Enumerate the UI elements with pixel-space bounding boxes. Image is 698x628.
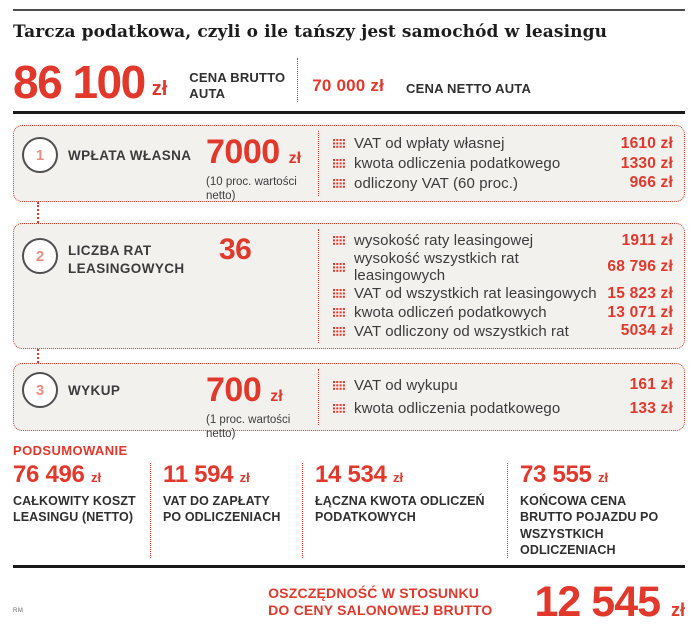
summary-item-vat-due: 11 594 zł VAT DO ZAPŁATY PO ODLICZENIACH bbox=[163, 463, 302, 558]
detail-row bbox=[333, 304, 673, 322]
detail-row-value: 5034 zł bbox=[620, 322, 673, 340]
detail-rows bbox=[333, 224, 673, 348]
summary-dotted-divider bbox=[302, 463, 303, 558]
price-header bbox=[13, 56, 685, 109]
detail-row-value: 1610 zł bbox=[620, 134, 673, 152]
step-value-block bbox=[206, 373, 301, 442]
detail-row bbox=[333, 250, 673, 284]
dot-grid-icon bbox=[333, 179, 345, 188]
detail-row bbox=[333, 232, 673, 250]
gross-price-label: CENA BRUTTO AUTA bbox=[189, 70, 286, 101]
currency-suffix: zł bbox=[670, 599, 685, 620]
detail-row bbox=[333, 155, 673, 173]
currency-suffix: zł bbox=[270, 388, 283, 405]
summary-row bbox=[13, 463, 685, 558]
top-divider bbox=[13, 9, 685, 11]
summary-item-label: KOŃCOWA CENA BRUTTO POJAZDU PO WSZYSTKICH ODLICZENIACH bbox=[520, 494, 659, 557]
detail-row bbox=[333, 174, 673, 192]
box-dotted-divider bbox=[318, 229, 319, 343]
step-value: 36 bbox=[219, 233, 252, 266]
step-value: 7000 zł bbox=[206, 133, 302, 171]
dot-grid-icon bbox=[333, 236, 345, 245]
step-number-badge: 3 bbox=[22, 372, 58, 408]
step-note: (1 proc. wartości netto) bbox=[206, 414, 291, 440]
summary-item-label: CAŁKOWITY KOSZT LEASINGU (NETTO) bbox=[13, 494, 136, 525]
detail-row-label: kwota odliczenia podatkowego bbox=[354, 155, 561, 172]
detail-row bbox=[333, 285, 673, 303]
section-buyout bbox=[13, 363, 685, 440]
detail-row-value: 1330 zł bbox=[620, 154, 673, 172]
currency-suffix: zł bbox=[597, 470, 609, 485]
detail-row-value: 161 zł bbox=[629, 376, 673, 394]
section-down-payment bbox=[13, 125, 685, 202]
detail-rows bbox=[333, 126, 673, 201]
dot-grid-icon bbox=[333, 263, 345, 272]
detail-row-label: odliczony VAT (60 proc.) bbox=[354, 174, 519, 192]
box-dotted-divider bbox=[318, 369, 319, 425]
summary-item-label: ŁĄCZNA KWOTA ODLICZEŃ PODATKOWYCH bbox=[315, 494, 485, 525]
currency-suffix: zł bbox=[239, 470, 250, 485]
detail-row-label: kwota odliczeń podatkowych bbox=[354, 304, 547, 322]
detail-row-value: 133 zł bbox=[629, 399, 673, 417]
dot-grid-icon bbox=[333, 381, 345, 390]
summary-item-total-deductions: 14 534 zł ŁĄCZNA KWOTA ODLICZEŃ PODATKOWYCH bbox=[315, 463, 507, 558]
dot-grid-icon bbox=[333, 139, 345, 148]
summary-item-label: VAT DO ZAPŁATY PO ODLICZENIACH bbox=[163, 494, 281, 525]
gross-price: 86 100 bbox=[13, 56, 145, 109]
step-connector bbox=[37, 202, 39, 223]
header-divider bbox=[13, 111, 685, 114]
step-value: 700 zł bbox=[206, 371, 283, 409]
credit-initials: RM bbox=[13, 608, 24, 614]
detail-rows bbox=[333, 364, 673, 430]
detail-row-label: wysokość wszystkich rat leasingowych bbox=[354, 250, 519, 285]
currency-suffix: zł bbox=[90, 470, 102, 485]
step-label: WYKUP bbox=[68, 383, 121, 398]
detail-row bbox=[333, 135, 673, 153]
summary-item-total-net-cost: 76 496 zł CAŁKOWITY KOSZT LEASINGU (NETTO) bbox=[13, 463, 150, 558]
section-installments bbox=[13, 223, 685, 349]
step-connector bbox=[37, 349, 39, 363]
currency-suffix: zł bbox=[392, 470, 404, 485]
step-number-badge: 2 bbox=[22, 238, 58, 274]
dot-grid-icon bbox=[333, 404, 345, 413]
net-price-label: CENA NETTO AUTA bbox=[406, 81, 532, 96]
summary-item-final-gross-price: 73 555 zł KOŃCOWA CENA BRUTTO POJAZDU PO WSZYSTKICH ODLICZENIACH bbox=[520, 463, 685, 558]
step-label: WPŁATA WŁASNA bbox=[68, 148, 192, 163]
detail-row-label: VAT od wykupu bbox=[354, 376, 458, 394]
summary-heading: PODSUMOWANIE bbox=[13, 443, 128, 458]
dot-grid-icon bbox=[333, 327, 345, 336]
savings-value: 12 545 zł bbox=[534, 577, 685, 626]
dot-grid-icon bbox=[333, 289, 345, 298]
detail-row bbox=[333, 376, 673, 394]
savings-footer bbox=[13, 576, 685, 628]
detail-row-value: 1911 zł bbox=[621, 231, 673, 249]
box-dotted-divider bbox=[318, 131, 319, 196]
step-number-badge: 1 bbox=[22, 137, 58, 173]
step-value-block bbox=[219, 235, 251, 265]
detail-row-value: 13 071 zł bbox=[607, 303, 673, 321]
dot-grid-icon bbox=[333, 159, 345, 168]
detail-row-value: 966 zł bbox=[629, 174, 673, 192]
detail-row bbox=[333, 400, 673, 418]
step-note: (10 proc. wartości netto) bbox=[206, 176, 297, 202]
gross-price-currency: zł bbox=[151, 78, 168, 100]
detail-row-value: 68 796 zł bbox=[607, 258, 673, 276]
leasing-infographic bbox=[0, 9, 698, 626]
detail-row bbox=[333, 322, 673, 340]
savings-label: OSZCZĘDNOŚĆ W STOSUNKU DO CENY SALONOWEJ BRUTTO bbox=[268, 584, 493, 618]
detail-row-value: 15 823 zł bbox=[607, 284, 673, 302]
detail-row-label: VAT od wszystkich rat leasingowych bbox=[354, 285, 597, 303]
summary-divider bbox=[13, 565, 685, 568]
net-price: 70 000 zł bbox=[312, 76, 385, 95]
dot-grid-icon bbox=[333, 308, 345, 317]
step-value-block bbox=[206, 135, 301, 204]
summary-dotted-divider bbox=[507, 463, 508, 558]
header-dotted-divider bbox=[297, 58, 298, 102]
step-label: LICZBA RAT LEASINGOWYCH bbox=[68, 243, 185, 276]
detail-row-label: VAT od wpłaty własnej bbox=[354, 135, 505, 153]
detail-row-label: wysokość raty leasingowej bbox=[354, 232, 534, 250]
currency-suffix: zł bbox=[288, 150, 302, 167]
detail-row-label: kwota odliczenia podatkowego bbox=[354, 400, 561, 418]
summary-dotted-divider bbox=[150, 463, 151, 558]
page-title: Tarcza podatkowa, czyli o ile tańszy jest samochód w leasingu bbox=[13, 22, 608, 42]
detail-row-label: VAT odliczony od wszystkich rat bbox=[354, 322, 569, 340]
